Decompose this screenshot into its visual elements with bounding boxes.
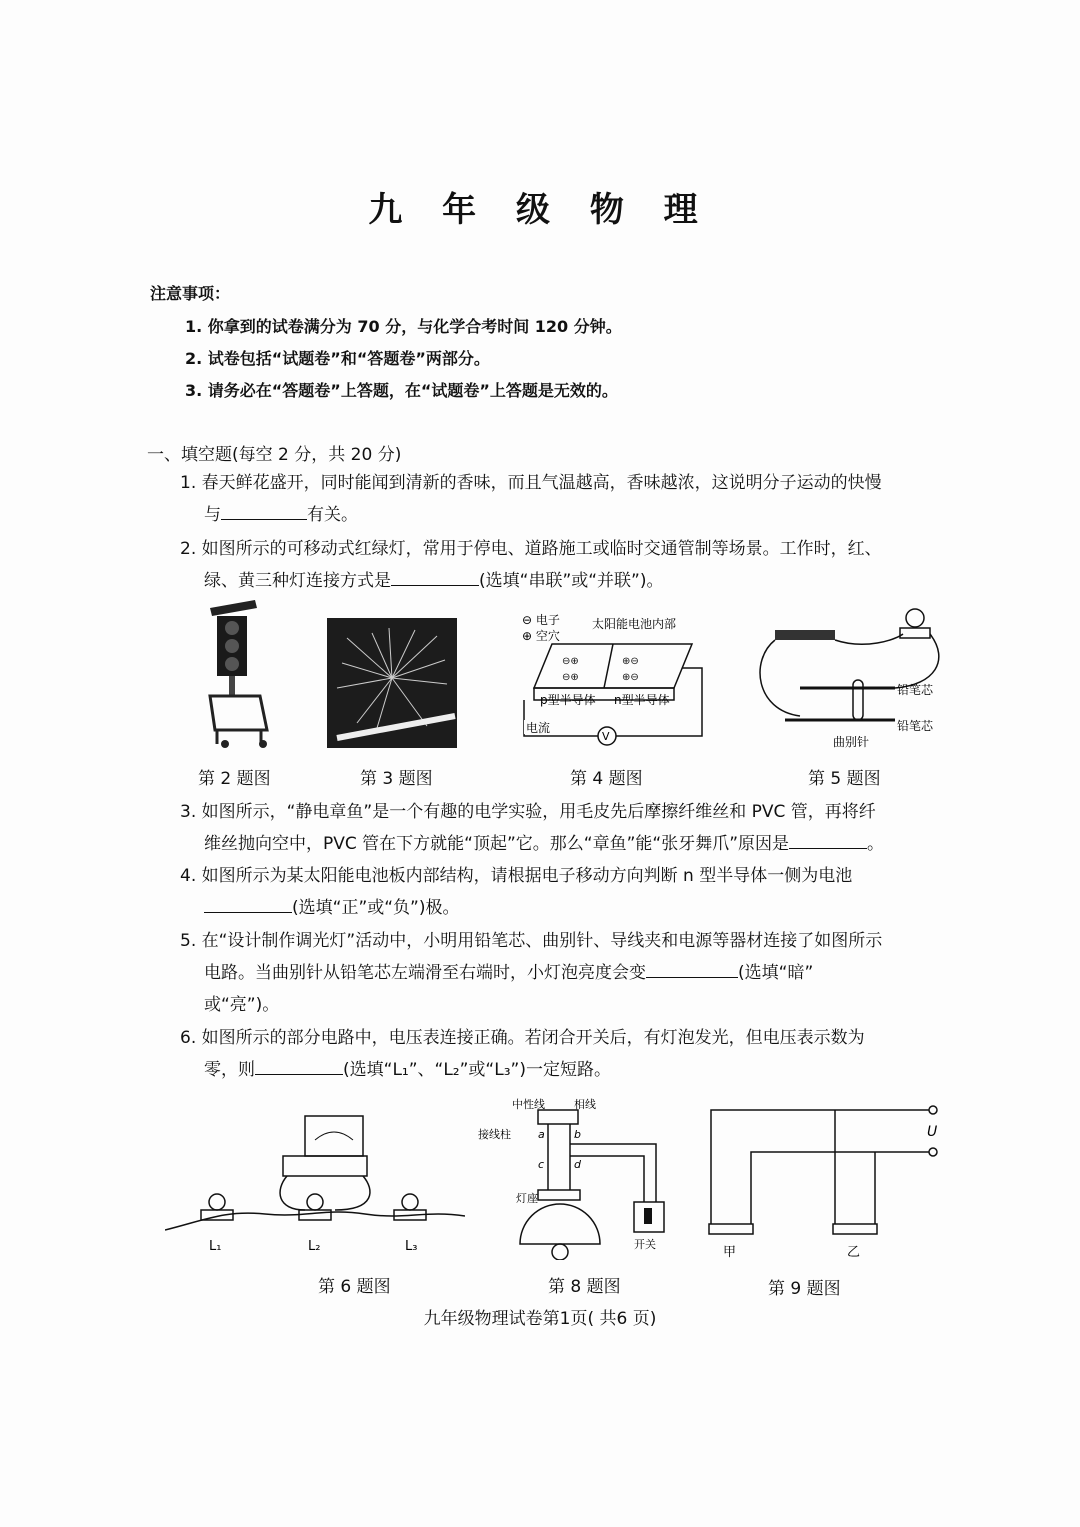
lamp-l3-label: L₃ bbox=[405, 1239, 418, 1254]
question-3: 3. 如图所示，“静电章鱼”是一个有趣的电学实验，用毛皮先后摩擦纤维丝和 PVC 管，再将纤 维丝抛向空中，PVC 管在下方就能“顶起”它。那么“章鱼”能“张牙舞爪”原因是 。 bbox=[180, 802, 884, 854]
dimmer-circuit-figure bbox=[745, 600, 955, 750]
page-title: 九 年 级 物 理 bbox=[368, 190, 712, 230]
question-2: 2. 如图所示的可移动式红绿灯，常用于停电、道路施工或临时交通管制等场景。工作时，红、 绿、黄三种灯连接方式是 (选填“串联”或“并联”)。 bbox=[180, 539, 882, 591]
legend-electron: ⊖ 电子 bbox=[522, 613, 560, 627]
voltage-u-label: U bbox=[927, 1124, 938, 1140]
static-octopus-photo bbox=[327, 618, 457, 748]
figure-9-caption: 第 9 题图 bbox=[768, 1279, 841, 1299]
svg-text:⊕⊖: ⊕⊖ bbox=[622, 672, 639, 683]
solar-cell-diagram bbox=[512, 608, 712, 748]
figure-4-caption: 第 4 题图 bbox=[570, 769, 643, 789]
lamp-socket-label: 灯座 bbox=[516, 1192, 538, 1205]
current-label: 电流 bbox=[526, 721, 551, 735]
resistor-jia-label: 甲 bbox=[723, 1245, 737, 1260]
answer-blank[interactable] bbox=[646, 959, 738, 978]
switch-label: 开关 bbox=[634, 1238, 656, 1251]
n-type-label: n型半导体 bbox=[614, 693, 670, 707]
figure-2-caption: 第 2 题图 bbox=[198, 769, 271, 789]
voltmeter-symbol: V bbox=[602, 730, 610, 743]
figure-3-caption: 第 3 题图 bbox=[360, 769, 433, 789]
terminal-label: 接线柱 bbox=[478, 1128, 511, 1141]
notice-heading: 注意事项： bbox=[150, 284, 231, 303]
question-6: 6. 如图所示的部分电路中，电压表连接正确。若闭合开关后，有灯泡发光，但电压表示数为 零，则 (选填“L₁”、“L₂”或“L₃”)一定短路。 bbox=[180, 1028, 865, 1080]
inner-label: 太阳能电池内部 bbox=[592, 617, 677, 631]
legend-hole: ⊕ 空穴 bbox=[522, 629, 560, 643]
partial-circuit-figure bbox=[165, 1110, 465, 1260]
point-b-label: b bbox=[574, 1128, 581, 1141]
pencil-lead-label-1: 铅笔芯 bbox=[897, 683, 934, 697]
live-wire-label: 相线 bbox=[574, 1098, 596, 1111]
traffic-light-figure bbox=[195, 600, 285, 750]
lamp-l2-label: L₂ bbox=[308, 1239, 321, 1254]
page-footer: 九年级物理试卷第1页( 共6 页) bbox=[423, 1309, 657, 1329]
section-heading: 一、填空题(每空 2 分，共 20 分) bbox=[147, 445, 402, 465]
point-c-label: c bbox=[538, 1158, 545, 1171]
household-wiring-figure bbox=[476, 1094, 676, 1260]
notice-item-3: 3. 请务必在“答题卷”上答题，在“试题卷”上答题是无效的。 bbox=[185, 381, 618, 400]
lamp-l1-label: L₁ bbox=[209, 1239, 222, 1254]
notice-item-1: 1. 你拿到的试卷满分为 70 分，与化学合考时间 120 分钟。 bbox=[185, 317, 622, 336]
question-5: 5. 在“设计制作调光灯”活动中，小明用铅笔芯、曲别针、导线夹和电源等器材连接了如图所示 电路。当曲别针从铅笔芯左端滑至右端时，小灯泡亮度会变 (选填“暗” 或“亮”)。 bbox=[180, 931, 883, 1015]
point-a-label: a bbox=[538, 1128, 545, 1141]
point-d-label: d bbox=[574, 1158, 581, 1171]
question-1: 1. 春天鲜花盛开，同时能闻到清新的香味，而且气温越高，香味越浓，这说明分子运动的快慢 与 有关。 bbox=[180, 473, 882, 525]
figure-5-caption: 第 5 题图 bbox=[808, 769, 881, 789]
svg-text:⊖⊕: ⊖⊕ bbox=[562, 672, 579, 683]
answer-blank[interactable] bbox=[255, 1056, 343, 1075]
figure-6-caption: 第 6 题图 bbox=[318, 1277, 391, 1297]
neutral-wire-label: 中性线 bbox=[512, 1098, 545, 1111]
paper-clip-label: 曲别针 bbox=[833, 735, 870, 749]
parallel-circuit-figure bbox=[705, 1102, 950, 1262]
figure-8-caption: 第 8 题图 bbox=[548, 1277, 621, 1297]
answer-blank[interactable] bbox=[391, 567, 479, 586]
notice-item-2: 2. 试卷包括“试题卷”和“答题卷”两部分。 bbox=[185, 349, 490, 368]
question-4: 4. 如图所示为某太阳能电池板内部结构，请根据电子移动方向判断 n 型半导体一侧为电池 (选填“正”或“负”)极。 bbox=[180, 866, 853, 918]
resistor-yi-label: 乙 bbox=[847, 1245, 861, 1260]
p-type-label: p型半导体 bbox=[540, 693, 596, 707]
svg-text:⊕⊖: ⊕⊖ bbox=[622, 656, 639, 667]
answer-blank[interactable] bbox=[789, 830, 867, 849]
pencil-lead-label-2: 铅笔芯 bbox=[897, 719, 934, 733]
answer-blank[interactable] bbox=[204, 894, 292, 913]
svg-text:⊖⊕: ⊖⊕ bbox=[562, 656, 579, 667]
answer-blank[interactable] bbox=[221, 501, 307, 520]
